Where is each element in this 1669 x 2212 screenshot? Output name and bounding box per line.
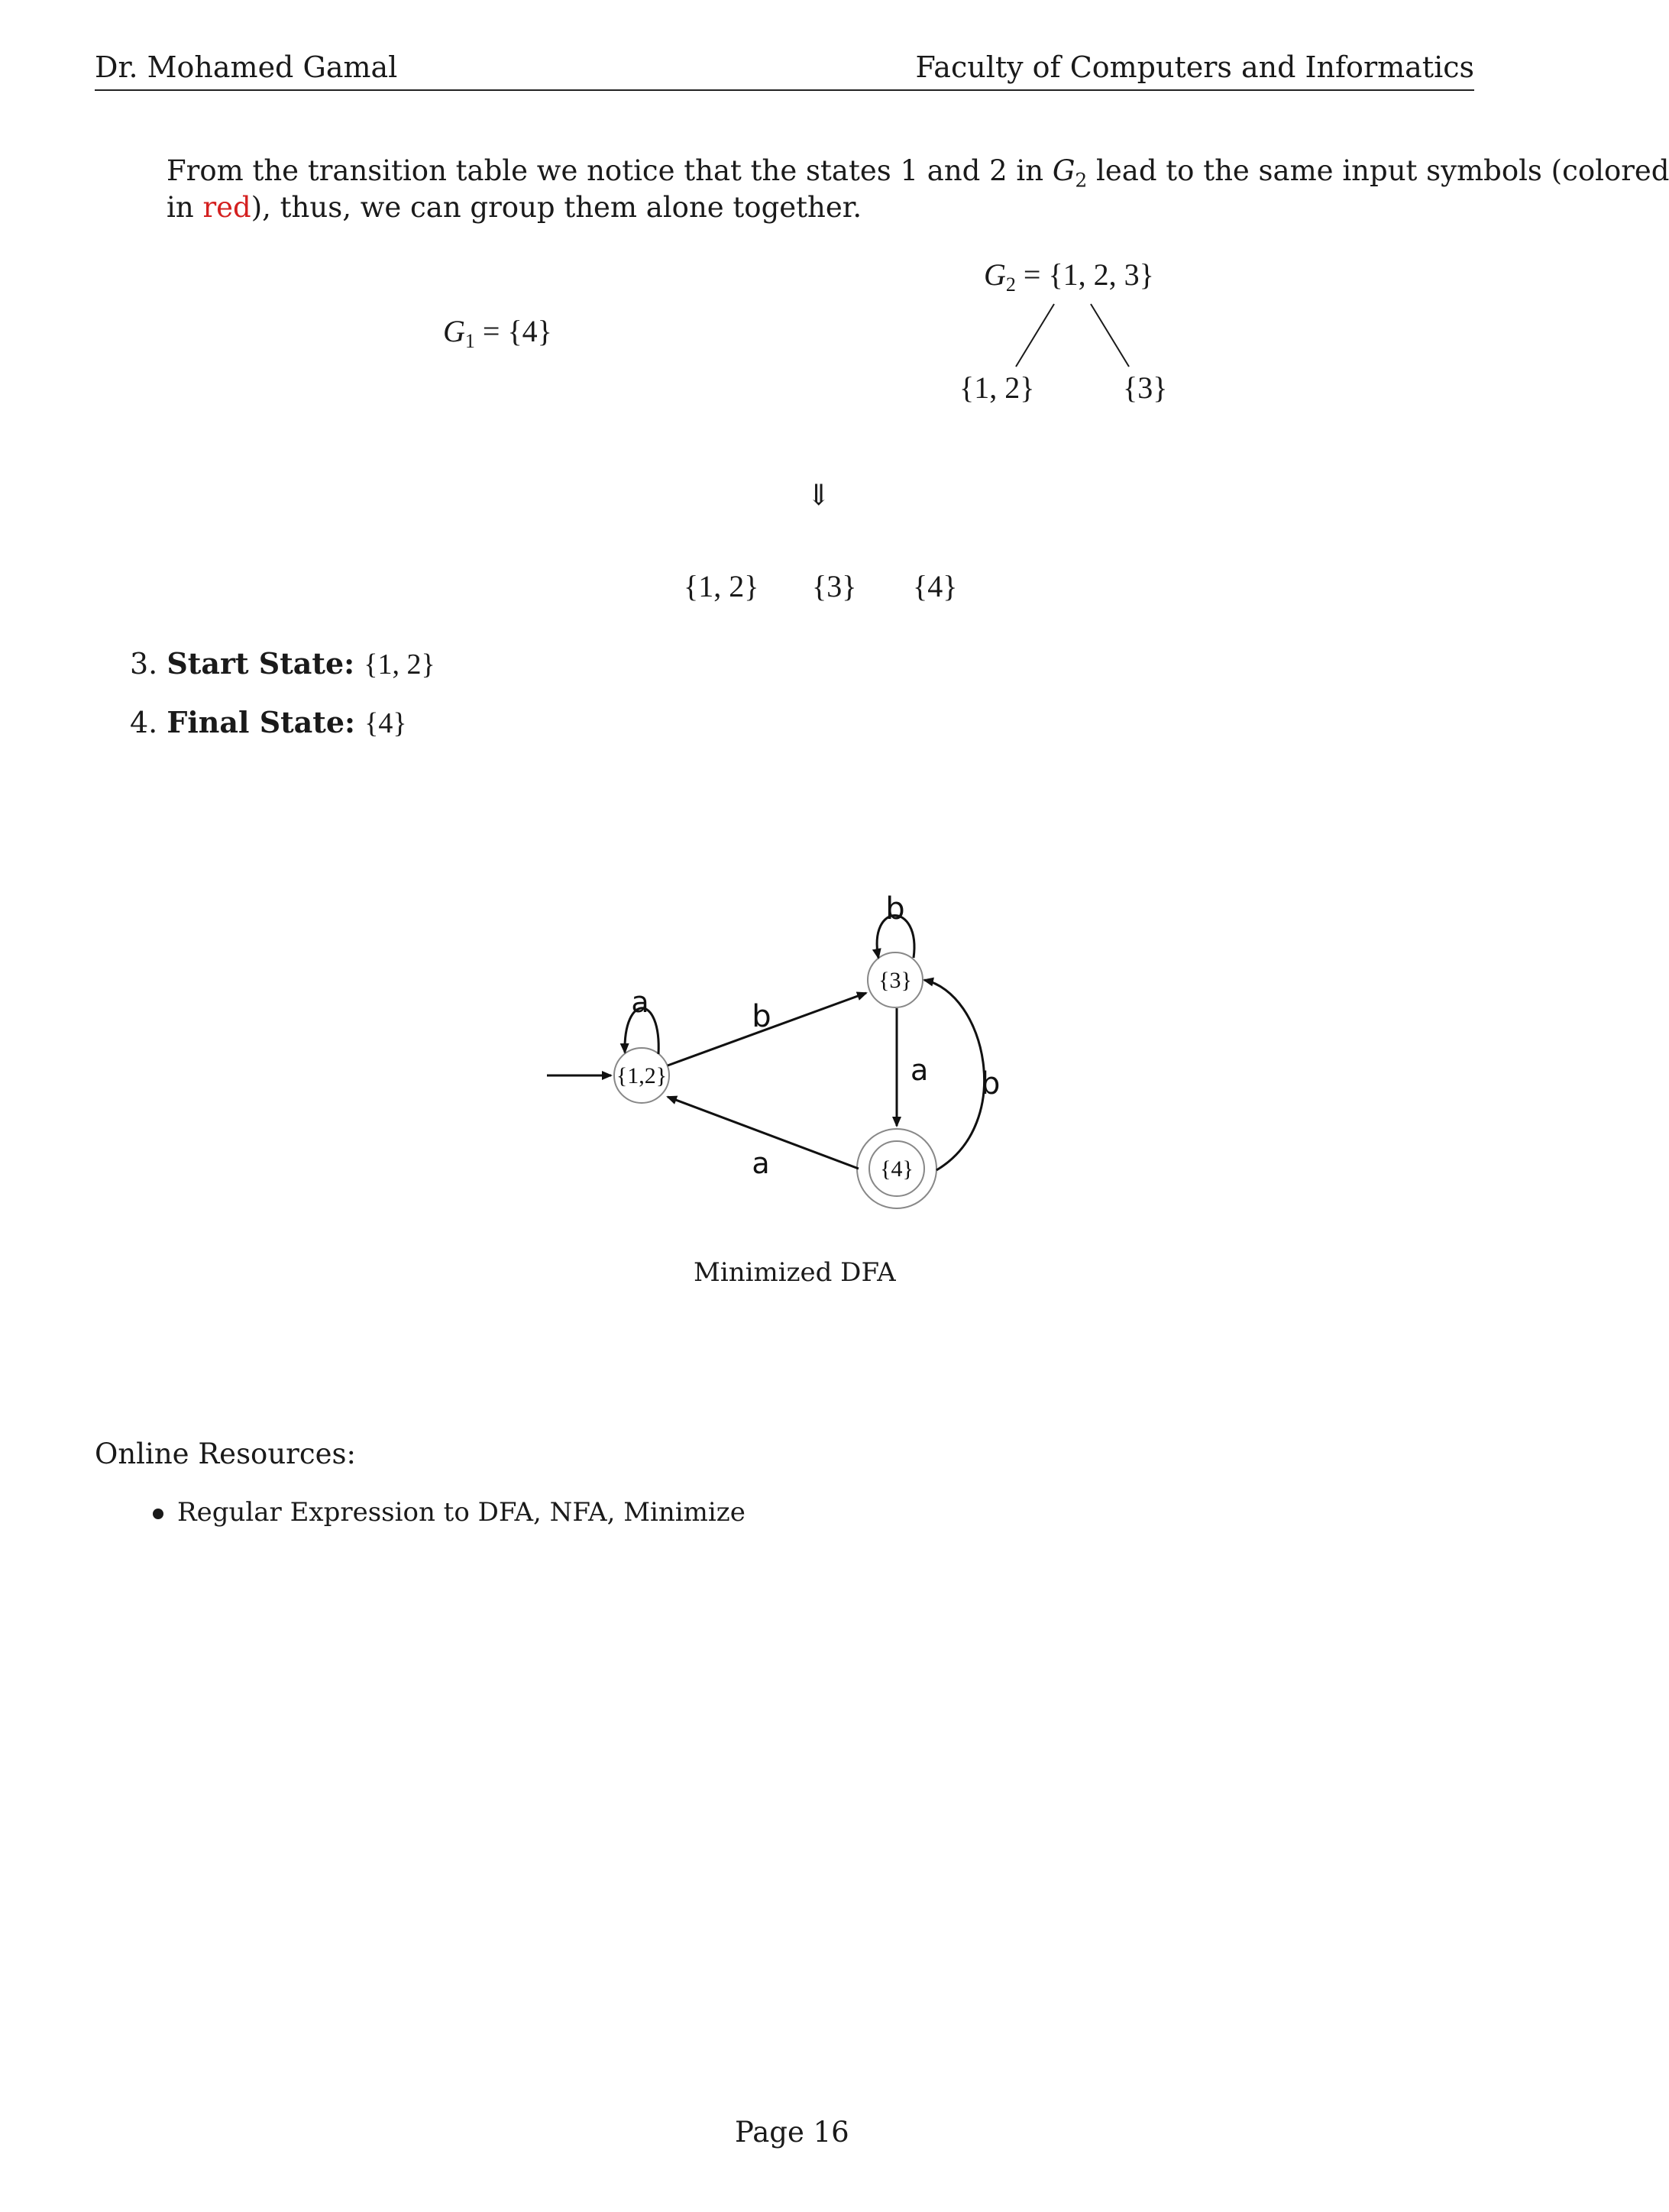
- g2-group-subscript: 2: [1005, 273, 1016, 296]
- page-number: Page 16: [735, 2116, 849, 2149]
- edge-4-to-12-a-label: a: [752, 1146, 770, 1180]
- resources-heading: Online Resources:: [95, 1437, 356, 1470]
- list-label: Final State:: [167, 705, 356, 739]
- g2-group-symbol: G: [984, 257, 1006, 292]
- state-4-label: {4}: [880, 1156, 914, 1182]
- paragraph-text-2-start: in: [167, 191, 203, 224]
- resource-item: [153, 1497, 746, 1528]
- state-3-label: {3}: [878, 968, 912, 993]
- list-number: 3.: [130, 647, 158, 681]
- dfa-caption: Minimized DFA: [694, 1257, 896, 1288]
- list-label: Start State:: [167, 646, 355, 681]
- edge-3-to-4-a-label: a: [911, 1053, 929, 1087]
- paragraph-text-1-end: lead to the same input symbols (colored: [1087, 154, 1669, 187]
- edge-4-to-3-b-label: b: [981, 1066, 1001, 1101]
- list-value: {1, 2}: [364, 648, 435, 681]
- list-number: 4.: [130, 706, 158, 739]
- double-down-arrow: ⇓: [807, 480, 831, 512]
- paragraph-text-1: From the transition table we notice that the states 1 and 2 in: [167, 154, 1053, 187]
- g1-symbol: G: [443, 314, 465, 348]
- edge-3-self-b-label: b: [885, 891, 905, 927]
- list-value: {4}: [364, 707, 407, 739]
- header-faculty: Faculty of Computers and Informatics: [915, 50, 1474, 84]
- edge-12-self-a-label: a: [631, 985, 649, 1019]
- final-group-3: {4}: [913, 569, 958, 603]
- split-right-set: {3}: [1123, 370, 1168, 405]
- header-author: Dr. Mohamed Gamal: [95, 50, 398, 84]
- state-12-label: {1,2}: [616, 1063, 668, 1088]
- final-group-2: {3}: [812, 569, 857, 603]
- resource-link[interactable]: Regular Expression to DFA, NFA, Minimize: [177, 1497, 746, 1528]
- edge-12-to-3-b-label: b: [752, 999, 771, 1034]
- paragraph-text-2-end: ), thus, we can group them alone together.: [251, 191, 862, 224]
- g1-set: = {4}: [474, 314, 552, 348]
- g2-symbol: G: [1052, 154, 1075, 187]
- g1-subscript: 1: [464, 330, 475, 352]
- final-group-1: {1, 2}: [684, 569, 759, 603]
- red-word: red: [202, 191, 251, 224]
- g2-set: = {1, 2, 3}: [1015, 257, 1154, 292]
- split-left-set: {1, 2}: [959, 370, 1035, 405]
- edge-4-to-3-b: [924, 980, 985, 1170]
- g2-subscript: 2: [1075, 169, 1088, 192]
- bullet-icon: [153, 1509, 163, 1519]
